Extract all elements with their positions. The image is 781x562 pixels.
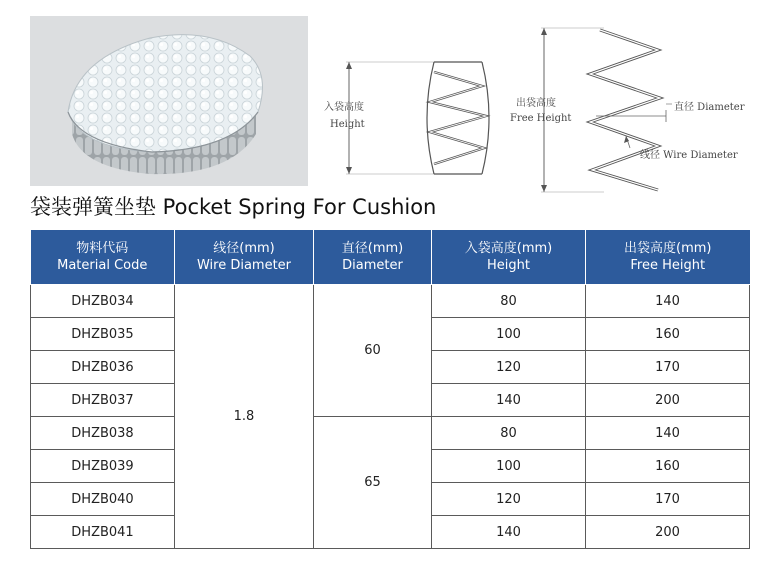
material-code-cell: DHZB037 — [31, 384, 175, 417]
material-code-cell: DHZB034 — [31, 285, 175, 318]
height-cell: 100 — [432, 450, 586, 483]
column-header-en: Wire Diameter — [196, 258, 292, 273]
free-height-cell: 140 — [586, 417, 750, 450]
column-header-diameter — [314, 230, 432, 285]
height-cell: 140 — [432, 384, 586, 417]
free-height-cell: 170 — [586, 483, 750, 516]
free-spring-diagram — [508, 24, 758, 196]
wire-diameter-label: 线径 Wire Diameter — [640, 150, 738, 161]
diameter-cell: 60 — [314, 285, 432, 417]
column-header-en: Free Height — [630, 258, 706, 273]
table-row — [31, 285, 750, 318]
diameter-cell: 65 — [314, 417, 432, 549]
column-header-en: Height — [487, 258, 530, 273]
column-header-cn: 出袋高度(mm) — [624, 241, 712, 256]
diameter-label: 直径 Diameter — [674, 102, 745, 113]
height-cell: 80 — [432, 417, 586, 450]
material-code-cell: DHZB038 — [31, 417, 175, 450]
height-cell: 140 — [432, 516, 586, 549]
in-bag-height-label-cn: 入袋高度 — [324, 102, 364, 113]
height-cell: 100 — [432, 318, 586, 351]
table-row — [31, 417, 750, 450]
wire-diameter-cell: 1.8 — [175, 285, 314, 549]
column-header-cn: 线径(mm) — [213, 241, 275, 256]
height-cell: 80 — [432, 285, 586, 318]
free-height-cell: 200 — [586, 516, 750, 549]
free-height-cell: 160 — [586, 318, 750, 351]
in-bag-spring-diagram — [318, 50, 508, 182]
free-height-cell: 170 — [586, 351, 750, 384]
free-height-label-cn: 出袋高度 — [516, 98, 556, 109]
spec-table-header-row — [31, 230, 750, 285]
column-header-en: Diameter — [342, 258, 403, 273]
material-code-cell: DHZB041 — [31, 516, 175, 549]
in-bag-height-label-en: Height — [330, 119, 365, 130]
material-code-cell: DHZB040 — [31, 483, 175, 516]
column-header-material-code — [31, 230, 175, 285]
column-header-cn: 物料代码 — [76, 241, 129, 256]
free-height-cell: 200 — [586, 384, 750, 417]
material-code-cell: DHZB035 — [31, 318, 175, 351]
column-header-cn: 入袋高度(mm) — [464, 241, 553, 256]
product-photo — [30, 16, 308, 186]
free-height-cell: 160 — [586, 450, 750, 483]
column-header-free-height — [586, 230, 750, 285]
spec-table — [30, 229, 750, 549]
cushion-image — [30, 16, 308, 186]
height-cell: 120 — [432, 483, 586, 516]
free-height-label-en: Free Height — [510, 113, 572, 124]
height-cell: 120 — [432, 351, 586, 384]
column-header-wire-diameter — [175, 230, 314, 285]
column-header-en: Material Code — [57, 258, 148, 273]
column-header-cn: 直径(mm) — [341, 241, 404, 256]
material-code-cell: DHZB036 — [31, 351, 175, 384]
free-height-cell: 140 — [586, 285, 750, 318]
product-title: 袋装弹簧坐垫 Pocket Spring For Cushion — [30, 195, 437, 219]
column-header-height — [432, 230, 586, 285]
material-code-cell: DHZB039 — [31, 450, 175, 483]
